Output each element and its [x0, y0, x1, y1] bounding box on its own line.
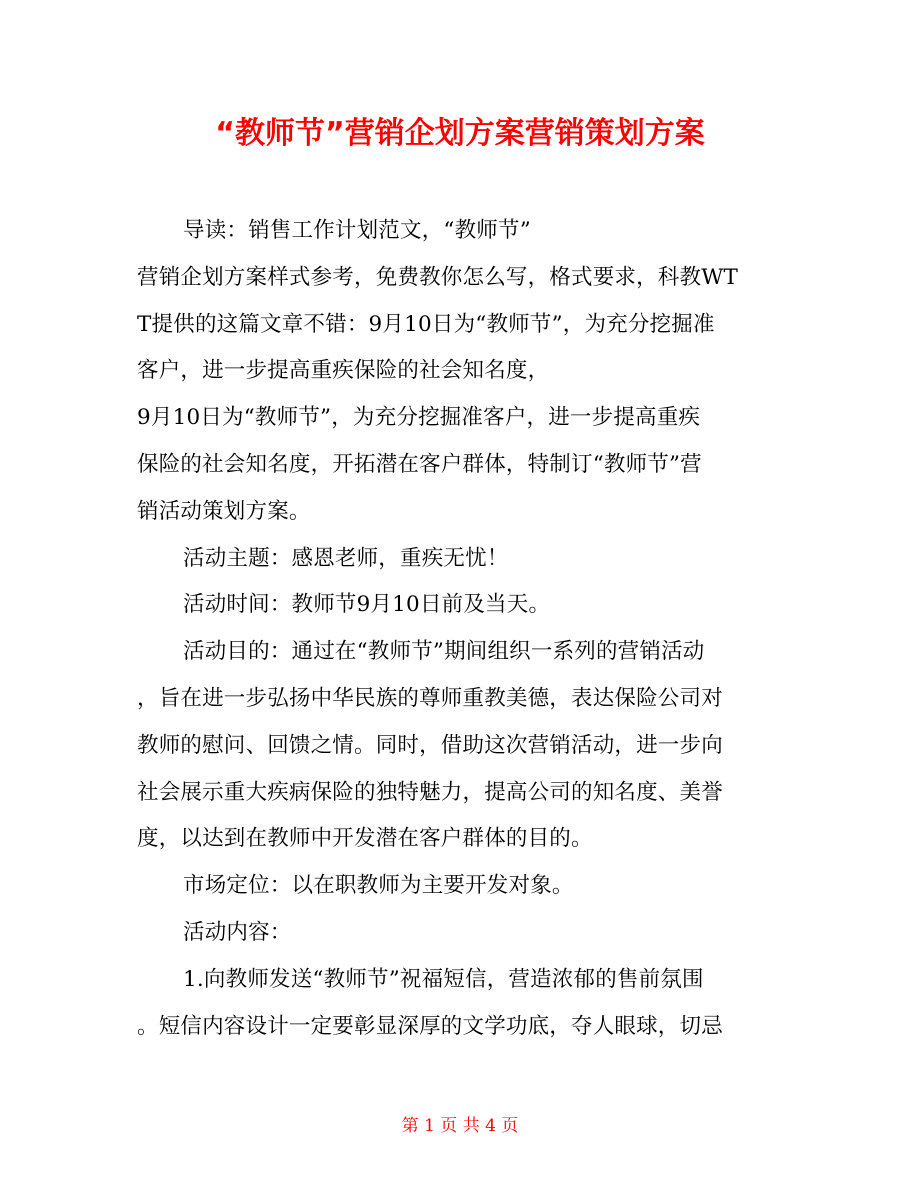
- text-line: 社会展示重大疾病保险的独特魅力，提高公司的知名度、美誉: [137, 779, 723, 805]
- text-line: 市场定位：以在职教师为主要开发对象。: [183, 873, 574, 899]
- page-footer: 第 1 页 共 4 页: [401, 1116, 519, 1136]
- text-line: 营销企划方案样式参考，免费教你怎么写，格式要求，科教WT: [137, 264, 739, 290]
- text-line: ，旨在进一步弘扬中华民族的尊师重教美德，表达保险公司对: [137, 685, 723, 711]
- text-line: 保险的社会知名度，开拓潜在客户群体，特制订“教师节”营: [137, 451, 702, 477]
- text-line: 活动内容：: [183, 919, 292, 945]
- text-line: 。短信内容设计一定要彰显深厚的文学功底，夺人眼球，切忌: [137, 1013, 723, 1039]
- text-line: T提供的这篇文章不错：9月10日为“教师节”，为充分挖掘准: [137, 311, 715, 337]
- text-line: 1.向教师发送“教师节”祝福短信，营造浓郁的售前氛围: [183, 966, 704, 992]
- text-line: 销活动策划方案。: [137, 498, 311, 524]
- page-title: “教师节”营销企划方案营销策划方案: [215, 116, 705, 151]
- text-line: 教师的慰问、回馈之情。同时，借助这次营销活动，进一步向: [137, 732, 723, 758]
- text-line: 度，以达到在教师中开发潜在客户群体的目的。: [137, 826, 593, 852]
- text-line: 活动主题：感恩老师，重疾无忧！: [183, 545, 509, 571]
- text-line: 活动目的：通过在“教师节”期间组织一系列的营销活动: [183, 639, 705, 665]
- text-line: 客户，进一步提高重疾保险的社会知名度，: [137, 358, 550, 384]
- text-line: 9月10日为“教师节”，为充分挖掘准客户，进一步提高重疾: [137, 405, 701, 431]
- text-line: 活动时间：教师节9月10日前及当天。: [183, 592, 551, 618]
- text-line: 导读：销售工作计划范文，“教师节”: [183, 218, 531, 243]
- document-body: [137, 208, 785, 1050]
